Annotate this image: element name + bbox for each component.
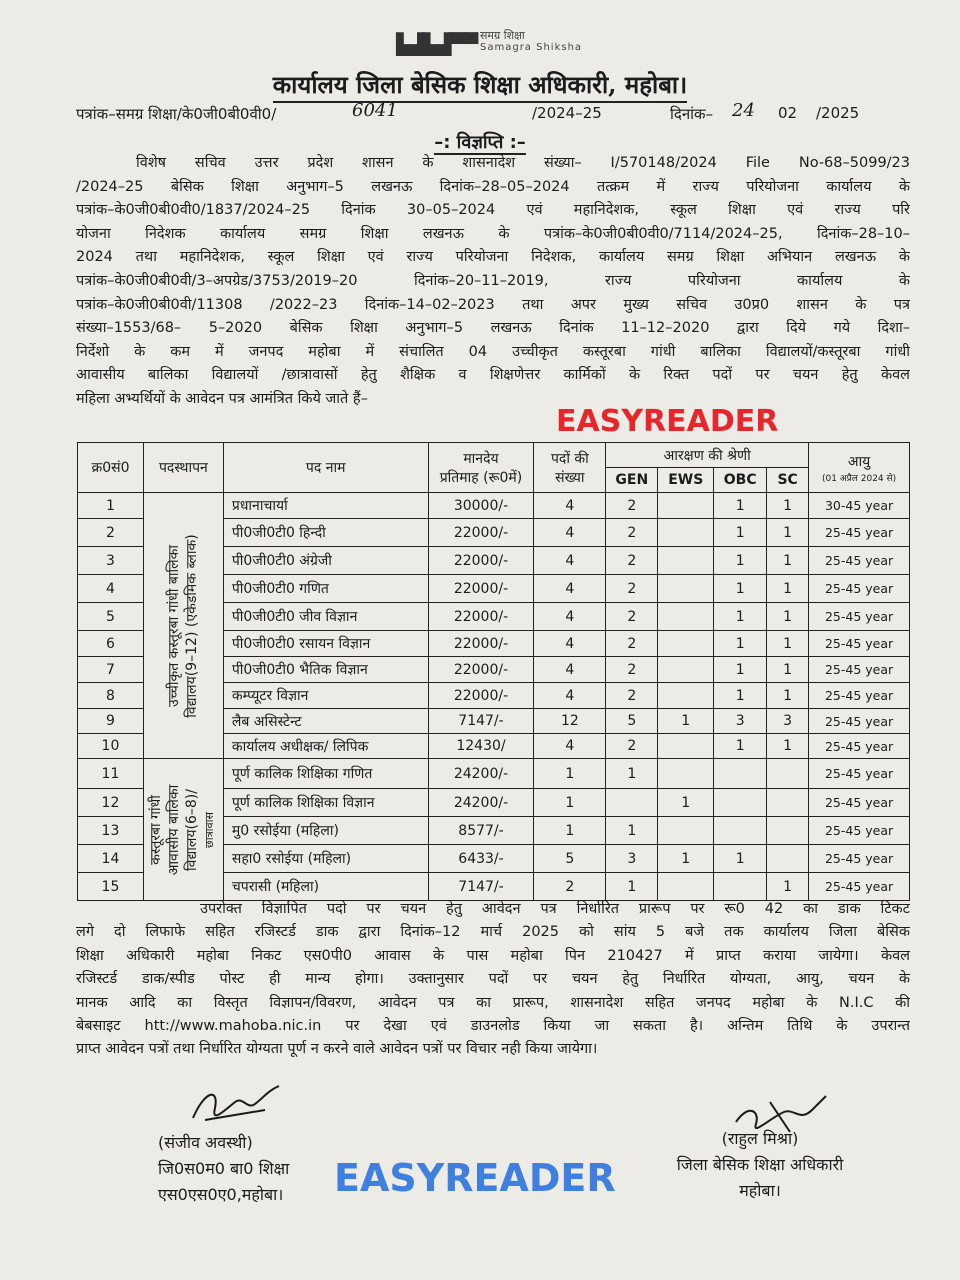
intro-line: पत्रांक–के0जी0बी0वी0/1837/2024–25 दिनांक 30–05–2024 एवं महानिदेशक, स्कूल शिक्षा एवं राज्य परि [76, 202, 910, 219]
cell-sno: 14 [78, 845, 144, 873]
cell-ews [658, 519, 714, 547]
cell-sno: 8 [78, 683, 144, 709]
cell-pay: 8577/- [428, 817, 534, 845]
cell-seats: 4 [534, 657, 606, 683]
cell-pay: 22000/- [428, 519, 534, 547]
cell-age: 25-45 year [809, 845, 910, 873]
watermark-bottom: EASYREADER [334, 1156, 616, 1200]
cell-seats: 4 [534, 631, 606, 657]
cell-seats: 2 [534, 873, 606, 901]
intro-line: योजना निदेशक कार्यालय समग्र शिक्षा लखनऊ के पत्रांक–के0जी0बी0वी0/7114/2024–25, दिनांक–28–10– [76, 225, 910, 242]
cell-post: पूर्ण कालिक शिक्षिका विज्ञान [223, 789, 428, 817]
office-title: कार्यालय जिला बेसिक शिक्षा अधिकारी, महोबा। [0, 68, 960, 101]
cell-post: कार्यालय अधीक्षक/ लिपिक [223, 734, 428, 759]
header-obc: OBC [714, 468, 767, 493]
cell-obc: 1 [714, 631, 767, 657]
cell-age: 25-45 year [809, 817, 910, 845]
cell-obc: 3 [714, 709, 767, 734]
header-gen: GEN [606, 468, 658, 493]
cell-gen: 2 [606, 683, 658, 709]
cell-ews [658, 603, 714, 631]
cell-sc: 1 [767, 603, 809, 631]
cell-ews [658, 683, 714, 709]
intro-line: /2024–25 बेसिक शिक्षा अनुभाग–5 लखनऊ दिनांक–28–05–2024 तत्क्रम में राज्य परियोजना कार्यालय के [76, 178, 910, 195]
cell-gen: 2 [606, 631, 658, 657]
cell-sno: 9 [78, 709, 144, 734]
cell-sc: 1 [767, 575, 809, 603]
watermark-top: EASYREADER [556, 404, 779, 439]
cell-post: पी0जी0टी0 जीव विज्ञान [223, 603, 428, 631]
cell-pay: 22000/- [428, 683, 534, 709]
cell-age: 30-45 year [809, 493, 910, 519]
vacancy-table [77, 442, 910, 901]
left-signatory-name: (संजीव अवस्थी) [158, 1133, 253, 1152]
cell-pay: 22000/- [428, 657, 534, 683]
logo-english: Samagra Shiksha [480, 42, 583, 53]
cell-post: पूर्ण कालिक शिक्षिका गणित [223, 759, 428, 789]
cell-post: कम्प्यूटर विज्ञान [223, 683, 428, 709]
cell-sc: 1 [767, 519, 809, 547]
cell-post: पी0जी0टी0 रसायन विज्ञान [223, 631, 428, 657]
cell-seats: 4 [534, 575, 606, 603]
date-day: 24 [732, 100, 755, 121]
left-signatory [158, 1130, 289, 1208]
cell-sno: 2 [78, 519, 144, 547]
right-signatory-office: महोबा। [739, 1181, 781, 1200]
cell-gen: 1 [606, 817, 658, 845]
closing-line: लगे दो लिफाफे सहित रजिस्टर्ड डाक द्वारा दिनांक–12 मार्च 2025 को सांय 5 बजे तक कार्यालय जिला बेसिक [76, 924, 910, 941]
cell-seats: 4 [534, 683, 606, 709]
closing-paragraph [76, 898, 910, 1062]
ref-number: 6041 [352, 100, 398, 121]
cell-post: मु0 रसोईया (महिला) [223, 817, 428, 845]
cell-seats: 4 [534, 493, 606, 519]
cell-post: चपरासी (महिला) [223, 873, 428, 901]
cell-sno: 7 [78, 657, 144, 683]
cell-gen: 2 [606, 493, 658, 519]
closing-line: रजिस्टर्ड डाक/स्पीड पोस्ट ही मान्य होगा। उक्तानुसार पदों पर चयन हेतु निर्धारित योग्यता, आयु, चयन के [76, 971, 910, 988]
cell-post: पी0जी0टी0 अंग्रेजी [223, 547, 428, 575]
intro-line: महिला अभ्यर्थियों के आवेदन पत्र आमंत्रित किये जाते हैं– [76, 390, 368, 407]
posting-label-line: उच्चीकृत कस्तूरबा गांधी बालिका [166, 544, 183, 707]
cell-ews [658, 575, 714, 603]
cell-ews [658, 657, 714, 683]
cell-post: पी0जी0टी0 हिन्दी [223, 519, 428, 547]
header-reservation: आरक्षण की श्रेणी [606, 443, 809, 468]
cell-seats: 4 [534, 734, 606, 759]
cell-obc [714, 873, 767, 901]
cell-obc: 1 [714, 575, 767, 603]
cell-obc [714, 817, 767, 845]
cell-age: 25-45 year [809, 575, 910, 603]
cell-sno: 12 [78, 789, 144, 817]
logo-mark-icon: ▙▟▙▟▀▀ [396, 32, 477, 56]
cell-obc: 1 [714, 493, 767, 519]
intro-line: पत्रांक–के0जी0बी0वी/11308 /2022–23 दिनांक–14–02–2023 तथा अपर मुख्य सचिव उ0प्र0 शासन के पत्र [76, 296, 910, 313]
header-pay: मानदेय प्रतिमाह (रू0में) [428, 443, 534, 493]
cell-gen: 2 [606, 519, 658, 547]
cell-sno: 10 [78, 734, 144, 759]
cell-gen [606, 789, 658, 817]
cell-sno: 1 [78, 493, 144, 519]
logo-hindi: समग्र शिक्षा [480, 29, 525, 42]
cell-gen: 2 [606, 575, 658, 603]
cell-sc [767, 817, 809, 845]
cell-seats: 5 [534, 845, 606, 873]
cell-sc: 1 [767, 631, 809, 657]
cell-post: सहा0 रसोईया (महिला) [223, 845, 428, 873]
cell-gen: 1 [606, 759, 658, 789]
cell-age: 25-45 year [809, 547, 910, 575]
cell-sc: 1 [767, 657, 809, 683]
cell-obc: 1 [714, 845, 767, 873]
cell-sc: 1 [767, 493, 809, 519]
cell-sc: 1 [767, 734, 809, 759]
cell-obc [714, 789, 767, 817]
date-label: दिनांक– [670, 105, 714, 123]
intro-line: पत्रांक–के0जी0बी0वी/3–अपग्रेड/3753/2019–20 दिनांक–20–11–2019, राज्य परियोजना कार्यालय के [76, 272, 910, 289]
cell-pay: 7147/- [428, 873, 534, 901]
cell-age: 25-45 year [809, 734, 910, 759]
cell-obc: 1 [714, 683, 767, 709]
cell-gen: 3 [606, 845, 658, 873]
cell-seats: 1 [534, 759, 606, 789]
cell-seats: 1 [534, 789, 606, 817]
ref-year: /2024–25 [532, 104, 602, 122]
cell-ews [658, 734, 714, 759]
cell-sc [767, 789, 809, 817]
cell-obc: 1 [714, 519, 767, 547]
cell-sc: 1 [767, 547, 809, 575]
closing-line: मानक आदि का विस्तृत विज्ञापन/विवरण, आवेदन पत्र का प्रारूप, शासनादेश सहित जनपद महोबा के N.I.C की [76, 994, 910, 1011]
cell-seats: 12 [534, 709, 606, 734]
posting-label-line: आवासीय बालिका [166, 784, 183, 875]
cell-gen: 2 [606, 734, 658, 759]
cell-age: 25-45 year [809, 709, 910, 734]
date-year: /2025 [816, 104, 860, 122]
cell-ews: 1 [658, 845, 714, 873]
intro-line: निर्देशो के कम में जनपद महोबा में संचालित 04 उच्चीकृत कस्तूरबा गांधी बालिका विद्यालयों/कस्तूरबा गांधी [76, 343, 910, 360]
cell-pay: 12430/ [428, 734, 534, 759]
cell-pay: 7147/- [428, 709, 534, 734]
posting-label-line: कस्तूरबा गांधी [148, 794, 165, 865]
cell-age: 25-45 year [809, 603, 910, 631]
cell-post: पी0जी0टी0 भैतिक विज्ञान [223, 657, 428, 683]
cell-pay: 22000/- [428, 575, 534, 603]
closing-line: प्राप्त आवेदन पत्रों तथा निर्धारित योग्यता पूर्ण न करने वाले आवेदन पत्रों पर विचार नही किया जायेगा। [76, 1041, 598, 1058]
samagra-shiksha-logo [396, 28, 656, 62]
cell-ews [658, 759, 714, 789]
cell-gen: 1 [606, 873, 658, 901]
cell-sno: 5 [78, 603, 144, 631]
posting-label-line: विद्यालय(6–8)/ [184, 788, 201, 871]
header-sc: SC [767, 468, 809, 493]
cell-ews [658, 547, 714, 575]
cell-obc: 1 [714, 603, 767, 631]
closing-line: शिक्षा अधिकारी महोबा निकट एस0पी0 आवास के पास महोबा पिन 210427 में प्राप्त कराया जायेगा। केवल [76, 947, 910, 964]
posting-group-upgraded-kgbv [143, 493, 223, 759]
cell-pay: 30000/- [428, 493, 534, 519]
cell-age: 25-45 year [809, 631, 910, 657]
cell-obc [714, 759, 767, 789]
cell-seats: 1 [534, 817, 606, 845]
header-age: आयु (01 अप्रैल 2024 से) [809, 443, 910, 493]
intro-paragraph [76, 152, 910, 412]
posting-label-line: विद्यालय(9–12) (एकेडमिक ब्लाक) [184, 533, 201, 718]
right-signatory [645, 1126, 875, 1204]
right-signatory-designation: जिला बेसिक शिक्षा अधिकारी [676, 1155, 844, 1174]
date-month: 02 [778, 104, 798, 122]
cell-post: लैब असिस्टेन्ट [223, 709, 428, 734]
intro-line: आवासीय बालिका विद्यालयों /छात्रावासों हेतु शैक्षिक व शिक्षणेत्तर कार्मिकों के रिक्त पदों पर चयन हेतु केवल [76, 367, 910, 384]
cell-sc: 1 [767, 873, 809, 901]
notice-title: –: विज्ञप्ति :– [434, 132, 526, 153]
intro-line: विशेष सचिव उत्तर प्रदेश शासन के शासनादेश संख्या– I/570148/2024 File No-68–5099/23 [136, 155, 910, 171]
cell-ews [658, 493, 714, 519]
cell-ews: 1 [658, 709, 714, 734]
cell-age: 25-45 year [809, 519, 910, 547]
cell-sno: 11 [78, 759, 144, 789]
cell-pay: 24200/- [428, 759, 534, 789]
cell-pay: 24200/- [428, 789, 534, 817]
cell-age: 25-45 year [809, 873, 910, 901]
header-sno: क्र0सं0 [78, 443, 144, 493]
left-signature-icon [185, 1080, 285, 1130]
cell-sc: 1 [767, 683, 809, 709]
cell-sno: 3 [78, 547, 144, 575]
cell-seats: 4 [534, 603, 606, 631]
intro-line: संख्या–1553/68– 5–2020 बेसिक शिक्षा अनुभाग–5 लखनऊ दिनांक 11–12–2020 द्वारा दिये गये दिशा– [76, 320, 910, 337]
cell-ews [658, 817, 714, 845]
header-ews: EWS [658, 468, 714, 493]
cell-ews: 1 [658, 789, 714, 817]
table-row [78, 759, 910, 789]
cell-pay: 6433/- [428, 845, 534, 873]
cell-age: 25-45 year [809, 759, 910, 789]
cell-seats: 4 [534, 547, 606, 575]
cell-gen: 2 [606, 547, 658, 575]
cell-gen: 2 [606, 657, 658, 683]
cell-obc: 1 [714, 657, 767, 683]
cell-age: 25-45 year [809, 789, 910, 817]
closing-line: बेबसाइट htt://www.mahoba.nic.in पर देखा एवं डाउनलोड किया जा सकता है। अन्तिम तिथि के उपरान्त [76, 1018, 910, 1035]
cell-pay: 22000/- [428, 603, 534, 631]
ref-label: पत्रांक–समग्र शिक्षा/के0जी0बी0वी0/ [76, 105, 277, 123]
intro-line: 2024 तथा महानिदेशक, स्कूल शिक्षा एवं राज्य परियोजना निदेशक, कार्यालय समग्र शिक्षा अभियान लखनऊ के [76, 249, 910, 266]
table-row [78, 493, 910, 519]
header-seats: पदों की संख्या [534, 443, 606, 493]
cell-sc: 3 [767, 709, 809, 734]
cell-sno: 4 [78, 575, 144, 603]
cell-pay: 22000/- [428, 547, 534, 575]
left-signatory-office: एस0एस0ए0,महोबा। [158, 1185, 284, 1204]
cell-obc: 1 [714, 734, 767, 759]
right-signatory-name: (राहुल मिश्रा) [721, 1129, 799, 1148]
cell-seats: 4 [534, 519, 606, 547]
cell-obc: 1 [714, 547, 767, 575]
cell-age: 25-45 year [809, 657, 910, 683]
cell-sno: 13 [78, 817, 144, 845]
header-post: पद नाम [223, 443, 428, 493]
cell-sc [767, 845, 809, 873]
cell-pay: 22000/- [428, 631, 534, 657]
posting-label-line: छात्रावास [203, 811, 217, 848]
cell-sno: 6 [78, 631, 144, 657]
cell-gen: 5 [606, 709, 658, 734]
cell-sno: 15 [78, 873, 144, 901]
left-signatory-designation: जि0स0म0 बा0 शिक्षा [158, 1159, 290, 1178]
cell-age: 25-45 year [809, 683, 910, 709]
cell-post: प्रधानाचार्या [223, 493, 428, 519]
header-posting: पदस्थापन [143, 443, 223, 493]
cell-gen: 2 [606, 603, 658, 631]
cell-ews [658, 631, 714, 657]
cell-post: पी0जी0टी0 गणित [223, 575, 428, 603]
closing-line: उपरोक्त विज्ञापित पदो पर चयन हेतु आवेदन पत्र निर्धारित प्रारूप पर रू0 42 का डाक टिकट [200, 901, 910, 917]
cell-sc [767, 759, 809, 789]
posting-group-kgbv-hostel [143, 759, 223, 901]
cell-ews [658, 873, 714, 901]
